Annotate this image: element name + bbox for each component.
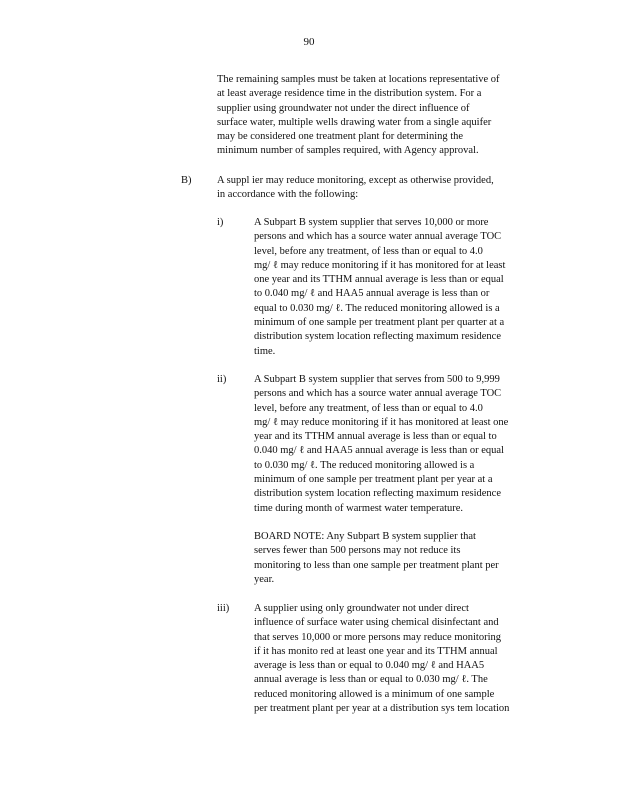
item-ii-line: persons and which has a source water annual average TOC	[254, 388, 502, 400]
item-i-line: time.	[254, 345, 276, 357]
intro-paragraph	[217, 73, 541, 159]
board-note-line: serves fewer than 500 persons may not reduce its	[254, 545, 461, 557]
item-iii-paragraph	[254, 602, 540, 716]
item-ii-line: to 0.030 mg/ ℓ. The reduced monitoring allowed is a	[254, 459, 475, 471]
board-note-line: monitoring to less than one sample per treatment plant per	[254, 559, 499, 571]
item-ii-label: ii)	[217, 374, 227, 385]
item-i-line: distribution system location reflecting maximum residence	[254, 331, 501, 343]
item-ii-line: time during month of warmest water temperature.	[254, 502, 464, 514]
item-iii-line: reduced monitoring allowed is a minimum of one sample	[254, 688, 495, 700]
item-ii-line: minimum of one sample per treatment plant per year at a	[254, 474, 493, 486]
item-i-line: level, before any treatment, of less than or equal to 4.0	[254, 245, 483, 257]
item-iii-line: that serves 10,000 or more persons may reduce monitoring	[254, 631, 501, 643]
item-ii-line: distribution system location reflecting maximum residence	[254, 488, 501, 500]
intro-line: minimum number of samples required, with Agency approval.	[217, 145, 479, 157]
item-i-line: one year and its TTHM annual average is less than or equal	[254, 274, 504, 286]
item-ii-line: level, before any treatment, of less than or equal to 4.0	[254, 402, 483, 414]
item-iii-line: annual average is less than or equal to 0.030 mg/ ℓ. The	[254, 674, 488, 686]
section-b-line: A suppl ier may reduce monitoring, except as otherwise provided,	[217, 175, 494, 186]
intro-line: supplier using groundwater not under the direct influence of	[217, 102, 470, 114]
item-i-line: minimum of one sample per treatment plant per quarter at a	[254, 317, 505, 329]
intro-line: may be considered one treatment plant for determining the	[217, 131, 464, 143]
intro-line: surface water, multiple wells drawing water from a single aquifer	[217, 116, 492, 128]
section-b-line: in accordance with the following:	[217, 189, 359, 201]
item-i-paragraph	[254, 216, 540, 359]
section-b-label: B)	[181, 175, 192, 186]
item-ii-line: mg/ ℓ may reduce monitoring if it has monitored at least one	[254, 416, 509, 428]
item-iii-line: per treatment plant per year at a distribution sys tem location	[254, 703, 510, 715]
item-i-line: A Subpart B system supplier that serves 10,000 or more	[254, 217, 489, 228]
intro-line: at least average residence time in the distribution system. For a	[217, 88, 482, 100]
item-i-line: persons and which has a source water annual average TOC	[254, 231, 502, 243]
item-iii-line: influence of surface water using chemical disinfectant and	[254, 617, 499, 629]
item-iii-label: iii)	[217, 603, 230, 614]
board-note-line: BOARD NOTE: Any Subpart B system supplier that	[254, 531, 476, 542]
item-ii-paragraph	[254, 373, 540, 516]
section-b-paragraph	[217, 174, 525, 203]
item-ii-line: year and its TTHM annual average is less than or equal to	[254, 431, 497, 443]
item-ii-line: A Subpart B system supplier that serves from 500 to 9,999	[254, 374, 500, 385]
item-i-line: equal to 0.030 mg/ ℓ. The reduced monitoring allowed is a	[254, 302, 500, 314]
item-iii-line: if it has monito red at least one year and its TTHM annual	[254, 645, 498, 657]
item-i-line: to 0.040 mg/ ℓ and HAA5 annual average is less than or	[254, 288, 490, 300]
board-note-line: year.	[254, 573, 275, 585]
item-ii-line: 0.040 mg/ ℓ and HAA5 annual average is less than or equal	[254, 445, 504, 457]
board-note	[254, 530, 534, 587]
item-iii-line: average is less than or equal to 0.040 mg/ ℓ and HAA5	[254, 660, 485, 672]
item-i-label: i)	[217, 217, 224, 228]
page-number: 90	[303, 36, 315, 48]
intro-line: The remaining samples must be taken at locations representative of	[217, 74, 500, 85]
item-i-line: mg/ ℓ may reduce monitoring if it has monitored for at least	[254, 259, 506, 271]
item-iii-line: A supplier using only groundwater not under direct	[254, 603, 469, 614]
